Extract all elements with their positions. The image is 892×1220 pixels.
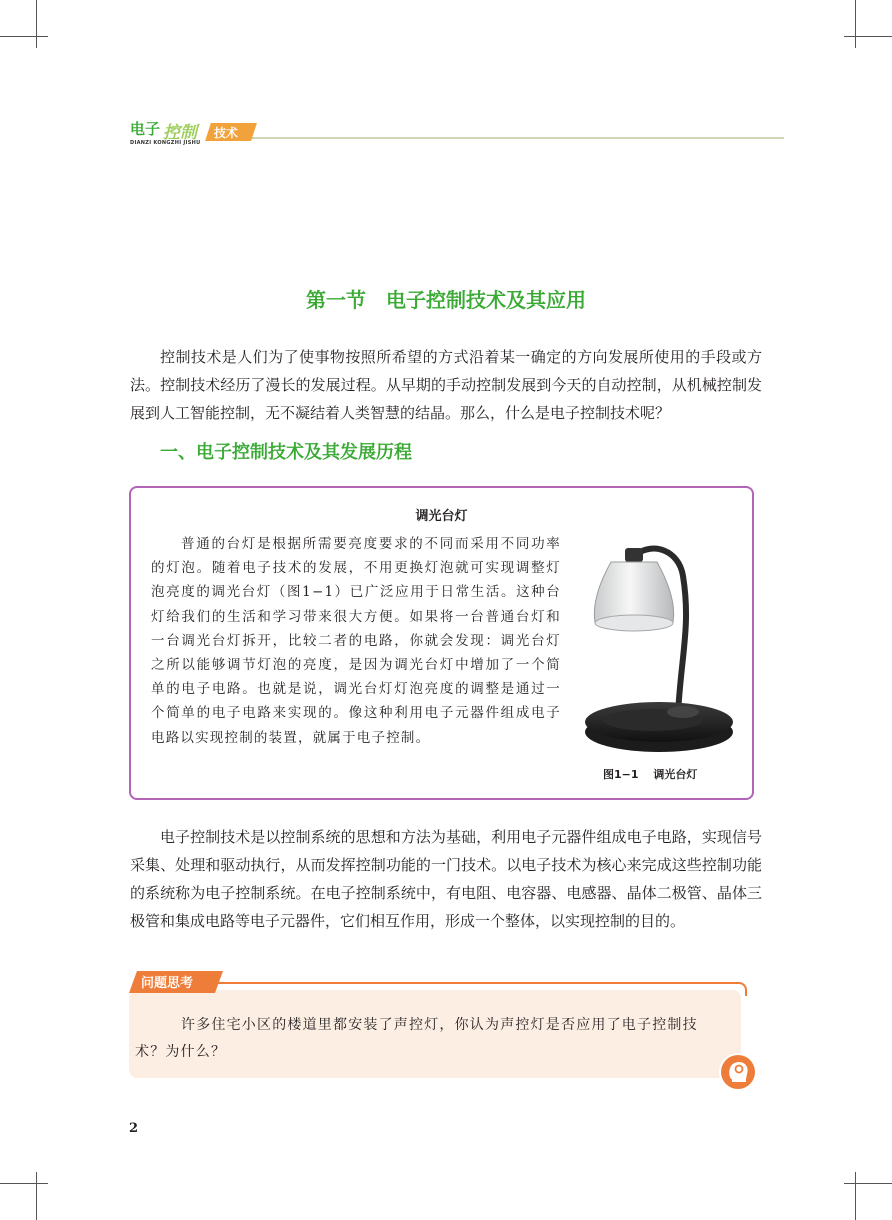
crop-mark	[0, 36, 48, 37]
think-question-text: 许多住宅小区的楼道里都安装了声控灯，你认为声控灯是否应用了电子控制技术？为什么？	[135, 1017, 698, 1060]
crop-mark	[855, 1172, 856, 1220]
thinking-head-icon	[718, 1052, 758, 1092]
header-rule	[238, 137, 784, 139]
crop-mark	[0, 1183, 48, 1184]
think-label: 问题思考	[141, 976, 194, 991]
book-logo	[120, 118, 280, 152]
main-paragraph: 电子控制技术是以控制系统的思想和方法为基础，利用电子元器件组成电子电路，实现信号采集、处理和驱动执行，从而发挥控制功能的一门技术。以电子技术为核心来完成这些控制功能的系统称为电子控制系统。在电子控制系统中，有电阻、电容器、电感器、晶体二极管、晶体三极管和集成电路等电子元器件，它们相互作用，形成一个整体，以实现控制的目的。	[130, 828, 762, 930]
subsection-title: 一、电子控制技术及其发展历程	[160, 442, 412, 463]
logo-tag-text: 技术	[214, 126, 239, 140]
reading-box-title: 调光台灯	[415, 509, 468, 524]
logo-text-part2: 控制	[163, 123, 197, 143]
think-box	[129, 976, 747, 1078]
logo-pinyin: DIANZI KONGZHI JISHU	[130, 140, 201, 146]
figure-caption: 图1−1 调光台灯	[603, 768, 698, 781]
page-number: 2	[129, 1121, 139, 1136]
crop-mark	[844, 36, 892, 37]
crop-mark	[855, 0, 856, 48]
section-title: 第一节 电子控制技术及其应用	[306, 288, 586, 312]
reading-box	[129, 486, 754, 800]
intro-paragraph: 控制技术是人们为了使事物按照所希望的方式沿着某一确定的方向发展所使用的手段或方法。控制技术经历了漫长的发展过程。从早期的手动控制发展到今天的自动控制，从机械控制发展到人工智能控制，无不凝结着人类智慧的结晶。那么，什么是电子控制技术呢？	[130, 348, 762, 422]
reading-box-text: 普通的台灯是根据所需要亮度要求的不同而采用不同功率的灯泡。随着电子技术的发展，不用更换灯泡就可实现调整灯泡亮度的调光台灯（图1−1）已广泛应用于日常生活。这种台灯给我们的生活和学习带来很大方便。如果将一台普通台灯和一台调光台灯拆开，比较二者的电路，你就会发现：调光台灯之所以能够调节灯泡的亮度，是因为调光台灯中增加了一个简单的电子电路。也就是说，调光台灯灯泡亮度的调整是通过一个简单的电子电路来实现的。像这种利用电子元器件组成电子电路以实现控制的装置，就属于电子控制。	[151, 536, 561, 746]
crop-mark	[844, 1183, 892, 1184]
crop-mark	[36, 0, 37, 48]
crop-mark	[36, 1172, 37, 1220]
dimmer-lamp-illustration	[573, 536, 733, 756]
logo-text-part1: 电子	[130, 120, 161, 138]
